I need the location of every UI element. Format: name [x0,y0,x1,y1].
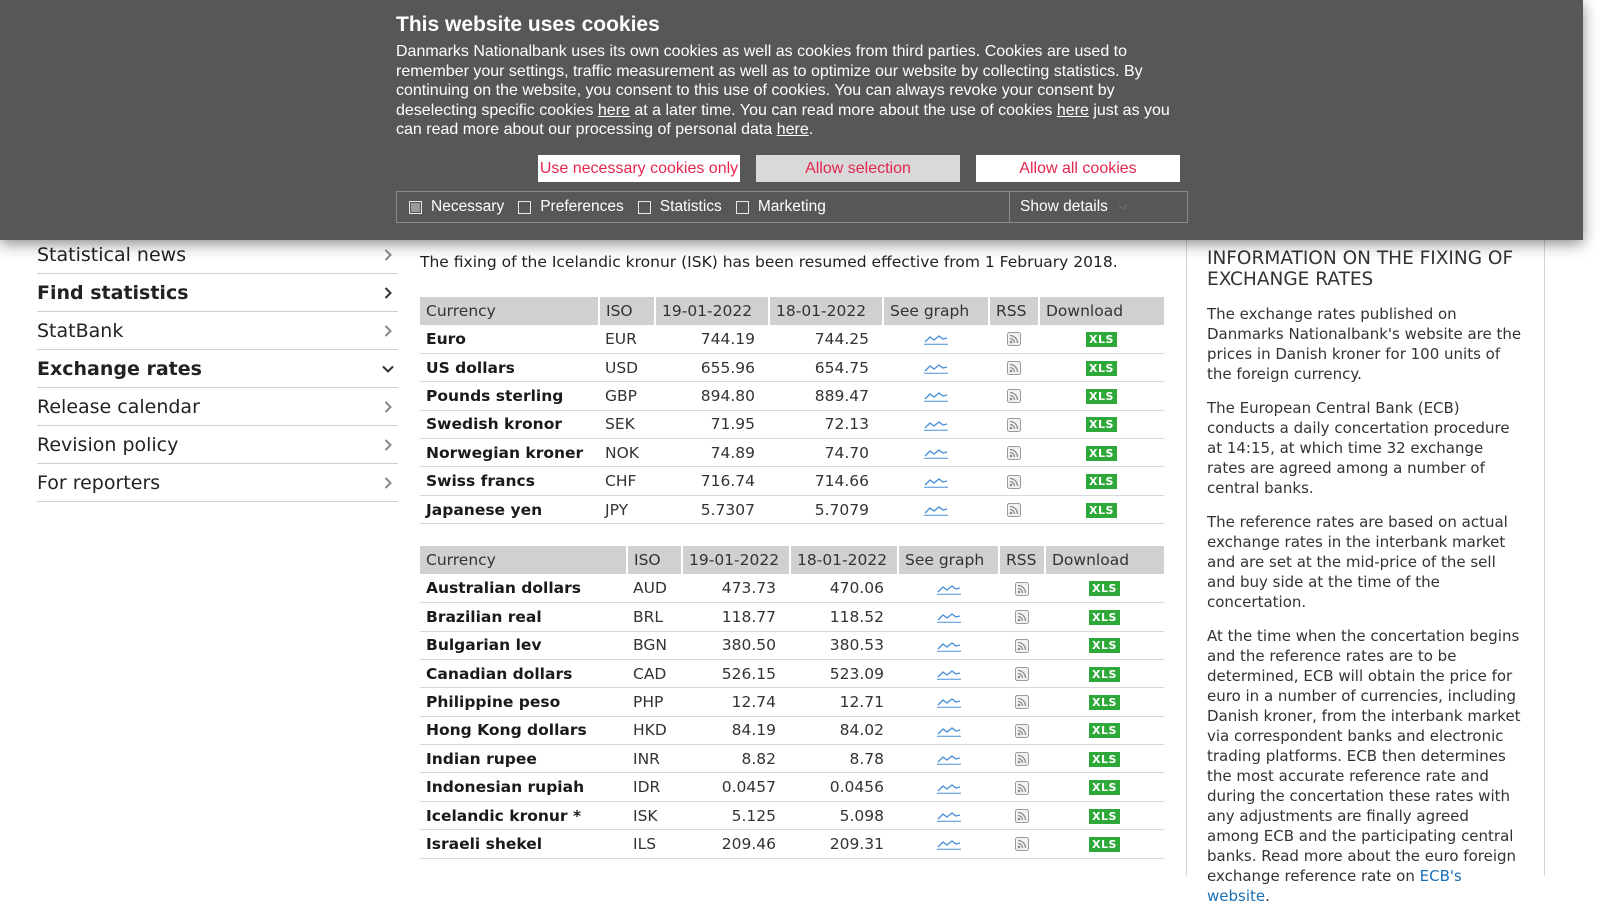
table-row [420,382,1164,410]
rss-link[interactable] [989,495,1039,523]
line-graph-icon [924,476,948,488]
rss-link[interactable] [989,353,1039,381]
sidebar-item-label: For reporters [37,471,161,494]
line-graph-icon [937,611,961,623]
currency-iso: CHF [599,467,655,495]
xls-icon: XLS [1089,695,1120,710]
table-row [420,410,1164,438]
cookie-checkbox-necessary[interactable] [409,198,504,216]
rate-previous: 0.0456 [790,773,898,801]
cookie-description [396,42,1188,140]
table-row [420,773,1164,801]
rates-table-main [420,297,1164,524]
rss-link[interactable] [989,382,1039,410]
rss-icon [1007,389,1021,403]
use-necessary-cookies-button[interactable]: Use necessary cookies only [538,155,740,182]
rss-icon [1015,837,1029,851]
ecb-website-link[interactable]: ECB's website [1207,867,1462,905]
rss-icon [1015,695,1029,709]
rss-icon [1007,418,1021,432]
column-header: ISO [599,297,655,325]
currency-iso: HKD [627,716,682,744]
chevron-right-icon [378,435,398,455]
sidebar-item-statbank[interactable] [37,312,398,350]
cookie-link-revoke[interactable]: here [597,101,630,119]
currency-iso: INR [627,745,682,773]
info-paragraph [1207,626,1524,906]
main-content [420,245,1164,859]
currency-name: Brazilian real [420,603,627,631]
see-graph-button[interactable] [898,801,999,829]
sidebar-item-label: Find statistics [37,281,189,304]
cookie-text: just as you can read more about our processing of personal data [396,101,1170,139]
rss-link[interactable] [999,631,1045,659]
xls-icon: XLS [1089,809,1120,824]
rss-link[interactable] [999,773,1045,801]
rss-icon [1015,610,1029,624]
xls-icon: XLS [1089,752,1120,767]
xls-icon: XLS [1089,610,1120,625]
table-row [420,325,1164,353]
rss-link[interactable] [999,801,1045,829]
rate-current: 526.15 [682,659,790,687]
info-paragraph-end: . [1265,887,1270,905]
allow-selection-button[interactable]: Allow selection [756,155,960,182]
rate-current: 12.74 [682,688,790,716]
rate-current: 74.89 [655,439,769,467]
cookie-banner [0,0,1583,240]
checkbox-label: Preferences [540,198,624,215]
rss-icon [1015,752,1029,766]
currency-iso: BGN [627,631,682,659]
rss-link[interactable] [989,410,1039,438]
rss-link[interactable] [989,325,1039,353]
table-header-row [420,546,1164,574]
rate-current: 716.74 [655,467,769,495]
table-row [420,716,1164,744]
column-header: RSS [989,297,1039,325]
column-header: Currency [420,546,627,574]
download-xls-button[interactable] [1039,410,1164,438]
sidebar-item-label: Revision policy [37,433,179,456]
line-graph-icon [937,753,961,765]
chevron-right-icon [378,397,398,417]
info-paragraph: The reference rates are based on actual exchange rates in the interbank market and are set at the mid-price of the sell and buy side at the time of the concertation. [1207,513,1508,611]
info-paragraph: The European Central Bank (ECB) conducts a daily concertation procedure at 14:15, at which time 32 exchange rates are agreed among a number of central banks. [1207,399,1510,497]
rss-icon [1015,724,1029,738]
rate-previous: 380.53 [790,631,898,659]
download-xls-button[interactable] [1045,745,1164,773]
line-graph-icon [937,725,961,737]
see-graph-button[interactable] [883,495,989,523]
column-header: 18-01-2022 [769,297,883,325]
checkbox-label: Statistics [659,198,722,215]
sidebar-item-exchange-rates[interactable] [37,350,398,388]
info-panel [1186,236,1545,905]
currency-iso: JPY [599,495,655,523]
rss-link[interactable] [999,830,1045,858]
table-row [420,631,1164,659]
xls-icon: XLS [1089,780,1120,795]
download-xls-button[interactable] [1039,439,1164,467]
currency-iso: CAD [627,659,682,687]
currency-name: Canadian dollars [420,659,627,687]
chevron-right-icon [378,283,398,303]
xls-icon: XLS [1086,474,1117,489]
currency-iso: AUD [627,574,682,602]
rate-current: 71.95 [655,410,769,438]
see-graph-button[interactable] [898,745,999,773]
line-graph-icon [924,390,948,402]
line-graph-icon [924,362,948,374]
column-header: RSS [999,546,1045,574]
rate-current: 380.50 [682,631,790,659]
sidebar-item-find-statistics[interactable] [37,274,398,312]
rate-previous: 5.098 [790,801,898,829]
currency-name: Indonesian rupiah [420,773,627,801]
sidebar-item-revision-policy[interactable] [37,426,398,464]
xls-icon: XLS [1086,361,1117,376]
currency-iso: NOK [599,439,655,467]
download-xls-button[interactable] [1039,495,1164,523]
rate-previous: 654.75 [769,353,883,381]
cookie-checkbox-preferences[interactable] [518,198,624,216]
rate-current: 473.73 [682,574,790,602]
currency-iso: SEK [599,410,655,438]
download-xls-button[interactable] [1045,716,1164,744]
chevron-right-icon [378,321,398,341]
sidebar-item-label: Release calendar [37,395,200,418]
sidebar-item-label: Exchange rates [37,357,202,380]
checkbox-icon [409,201,422,214]
rate-current: 8.82 [682,745,790,773]
rate-current: 118.77 [682,603,790,631]
rss-link[interactable] [999,688,1045,716]
download-xls-button[interactable] [1039,353,1164,381]
rss-link[interactable] [989,439,1039,467]
download-xls-button[interactable] [1039,325,1164,353]
cookie-text: at a later time. You can read more about the use of cookies [629,101,1057,119]
column-header: 19-01-2022 [655,297,769,325]
currency-iso: IDR [627,773,682,801]
currency-name: US dollars [420,353,599,381]
column-header: 18-01-2022 [790,546,898,574]
show-details-toggle[interactable] [1009,192,1187,222]
xls-icon: XLS [1086,389,1117,404]
currency-name: Indian rupee [420,745,627,773]
download-xls-button[interactable] [1045,773,1164,801]
rate-previous: 470.06 [790,574,898,602]
cookie-category-bar [396,191,1188,223]
xls-icon: XLS [1089,638,1120,653]
currency-name: Pounds sterling [420,382,599,410]
chevron-right-icon [378,245,398,265]
see-graph-button[interactable] [883,410,989,438]
table-row [420,688,1164,716]
line-graph-icon [924,333,948,345]
line-graph-icon [924,447,948,459]
rate-previous: 889.47 [769,382,883,410]
intro-text: The fixing of the Icelandic kronur (ISK) has been resumed effective from 1 February 2018. [420,253,1118,271]
rate-previous: 523.09 [790,659,898,687]
line-graph-icon [924,419,948,431]
see-graph-button[interactable] [898,659,999,687]
table-row [420,801,1164,829]
see-graph-button[interactable] [883,382,989,410]
download-xls-button[interactable] [1045,801,1164,829]
chevron-right-icon [378,473,398,493]
sidebar-item-statistical-news[interactable] [37,236,398,274]
line-graph-icon [937,583,961,595]
info-paragraph: The exchange rates published on Danmarks Nationalbank's website are the prices in Danish kroner for 100 units of the foreign currency. [1207,305,1522,383]
table-row [420,353,1164,381]
rate-previous: 84.02 [790,716,898,744]
rss-link[interactable] [999,603,1045,631]
rss-link[interactable] [999,716,1045,744]
line-graph-icon [937,696,961,708]
download-xls-button[interactable] [1045,574,1164,602]
line-graph-icon [937,640,961,652]
currency-name: Hong Kong dollars [420,716,627,744]
rate-previous: 209.31 [790,830,898,858]
download-xls-button[interactable] [1039,382,1164,410]
see-graph-button[interactable] [898,574,999,602]
allow-all-cookies-button[interactable]: Allow all cookies [976,155,1180,182]
see-graph-button[interactable] [898,830,999,858]
rate-current: 5.125 [682,801,790,829]
download-xls-button[interactable] [1045,688,1164,716]
xls-icon: XLS [1089,723,1120,738]
rss-icon [1015,781,1029,795]
rss-icon [1007,361,1021,375]
info-paragraph-text: At the time when the concertation begins and the reference rates are to be determined, ECB will obtain the price for euro in a number of currencies, including Danish kroner, from the interbank market via correspondent banks and electronic trading platforms. ECB then determines the most accurate reference rate and during the concertation these rates with any adjustments are finally agreed among ECB and the participating central banks. Read more about the euro foreign exchange reference rate on [1207,627,1521,885]
see-graph-button[interactable] [898,773,999,801]
currency-iso: EUR [599,325,655,353]
currency-name: Australian dollars [420,574,627,602]
rss-icon [1015,667,1029,681]
see-graph-button[interactable] [883,439,989,467]
rate-current: 894.80 [655,382,769,410]
currency-name: Euro [420,325,599,353]
rss-link[interactable] [999,574,1045,602]
line-graph-icon [937,810,961,822]
download-xls-button[interactable] [1045,631,1164,659]
currency-name: Icelandic kronur * [420,801,627,829]
xls-icon: XLS [1089,667,1120,682]
rss-icon [1007,446,1021,460]
column-header: 19-01-2022 [682,546,790,574]
checkbox-icon [736,201,749,214]
rss-icon [1007,475,1021,489]
rss-link[interactable] [999,745,1045,773]
see-graph-button[interactable] [883,325,989,353]
rate-previous: 72.13 [769,410,883,438]
currency-iso: PHP [627,688,682,716]
column-header: See graph [898,546,999,574]
table-row [420,574,1164,602]
currency-iso: ISK [627,801,682,829]
rate-previous: 12.71 [790,688,898,716]
currency-name: Swiss francs [420,467,599,495]
rate-previous: 8.78 [790,745,898,773]
cookie-title: This website uses cookies [396,13,660,36]
sidebar-item-label: Statistical news [37,243,187,266]
xls-icon: XLS [1086,446,1117,461]
sidebar-item-release-calendar[interactable] [37,388,398,426]
currency-iso: USD [599,353,655,381]
rss-icon [1015,639,1029,653]
currency-iso: GBP [599,382,655,410]
rss-link[interactable] [999,659,1045,687]
sidebar-item-for-reporters[interactable] [37,464,398,502]
line-graph-icon [937,668,961,680]
table-row [420,495,1164,523]
rate-current: 84.19 [682,716,790,744]
cookie-text: Danmarks Nationalbank uses its own cookies as well as cookies from third parties. Cookies are used to remember your settings, traffic measurement as well as to optimize our website by collecting statistics. By continuing on the website, you consent to this use of cookies. You can always revoke your consent by deselecting specific cookies [396,43,1143,119]
download-xls-button[interactable] [1045,603,1164,631]
cookie-text: . [808,121,814,139]
column-header: Currency [420,297,599,325]
rate-current: 209.46 [682,830,790,858]
see-graph-button[interactable] [883,353,989,381]
rss-icon [1007,332,1021,346]
rate-previous: 714.66 [769,467,883,495]
table-row [420,745,1164,773]
xls-icon: XLS [1089,837,1120,852]
rates-table-other [420,546,1164,858]
rss-icon [1015,582,1029,596]
checkbox-icon [638,201,651,214]
line-graph-icon [924,504,948,516]
info-title: INFORMATION ON THE FIXING OF EXCHANGE RATES [1207,248,1514,290]
currency-name: Japanese yen [420,495,599,523]
rate-previous: 118.52 [790,603,898,631]
rate-previous: 5.7079 [769,495,883,523]
xls-icon: XLS [1089,581,1120,596]
xls-icon: XLS [1086,503,1117,518]
rate-current: 0.0457 [682,773,790,801]
currency-name: Bulgarian lev [420,631,627,659]
rate-current: 744.19 [655,325,769,353]
see-graph-button[interactable] [898,603,999,631]
currency-name: Swedish kronor [420,410,599,438]
show-details-label: Show details [1020,198,1108,215]
rate-current: 655.96 [655,353,769,381]
table-row [420,467,1164,495]
cookie-link-cookies[interactable]: here [1056,101,1089,119]
column-header: Download [1039,297,1164,325]
currency-iso: BRL [627,603,682,631]
download-xls-button[interactable] [1045,659,1164,687]
cookie-checkbox-marketing[interactable] [736,198,826,216]
table-row [420,659,1164,687]
download-xls-button[interactable] [1045,830,1164,858]
rate-current: 5.7307 [655,495,769,523]
rss-icon [1007,503,1021,517]
table-row [420,603,1164,631]
download-xls-button[interactable] [1039,467,1164,495]
see-graph-button[interactable] [898,688,999,716]
rss-link[interactable] [989,467,1039,495]
column-header: ISO [627,546,682,574]
see-graph-button[interactable] [898,716,999,744]
column-header: Download [1045,546,1164,574]
currency-iso: ILS [627,830,682,858]
side-navigation [37,236,398,502]
rate-previous: 744.25 [769,325,883,353]
table-row [420,830,1164,858]
currency-name: Israeli shekel [420,830,627,858]
chevron-down-icon [1118,202,1128,212]
column-header: See graph [883,297,989,325]
line-graph-icon [937,782,961,794]
see-graph-button[interactable] [898,631,999,659]
table-header-row [420,297,1164,325]
xls-icon: XLS [1086,332,1117,347]
table-row [420,439,1164,467]
rate-previous: 74.70 [769,439,883,467]
see-graph-button[interactable] [883,467,989,495]
rss-icon [1015,809,1029,823]
checkbox-icon [518,201,531,214]
line-graph-icon [937,838,961,850]
currency-name: Philippine peso [420,688,627,716]
chevron-down-icon [378,359,398,379]
cookie-buttons [538,155,1180,182]
cookie-link-personal-data[interactable]: here [776,121,809,139]
currency-name: Norwegian kroner [420,439,599,467]
xls-icon: XLS [1086,417,1117,432]
cookie-checkbox-statistics[interactable] [638,198,722,216]
sidebar-item-label: StatBank [37,319,124,342]
checkbox-label: Marketing [757,198,826,215]
checkbox-label: Necessary [431,198,505,215]
